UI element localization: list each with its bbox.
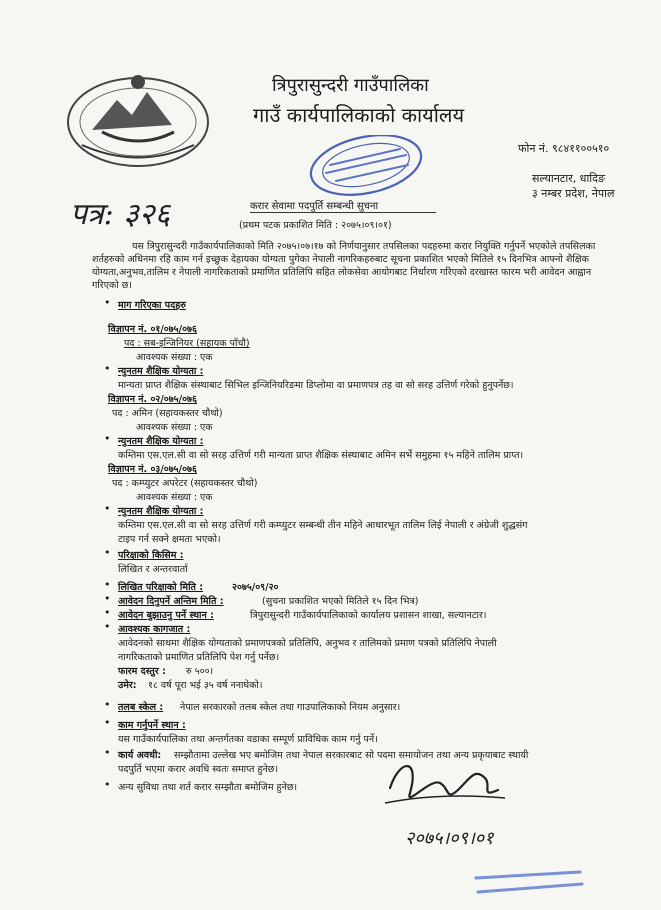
bullet-icon: • [104, 778, 111, 791]
form-fee-label: फारम दस्तुर : [118, 666, 166, 677]
bullet-icon: • [104, 432, 111, 445]
documents-label: आवश्यक कागजात : [118, 624, 191, 635]
submission-place: त्रिपुरासुन्दरी गाउँकार्यपालिकाको कार्यालय प्रशासन शाखा, सल्यानटार। [250, 610, 487, 621]
phone-number: फोन नं. ९८४११००५१० [518, 142, 610, 155]
required-count: आवश्यक संख्या : एक [136, 492, 213, 503]
advert-number: विज्ञापन नं. ०३/०७५/०७६ [108, 464, 197, 475]
other-conditions: अन्य सुविधा तथा शर्त करार सम्झौता बमोजिम हुनेछ। [118, 782, 298, 793]
qualification-text: कम्तिमा एस.एल.सी वा सो सरह उत्तिर्ण गरी कम्प्युटर सम्बन्धी तीन महिने आधारभूत तालिम लिई नेपाली र अंग्रेजी शुद्धसंग [118, 520, 528, 531]
qualification-text: मान्यता प्राप्त शैक्षिक संस्थाबाट सिभिल इन्जिनियरिङमा डिप्लोमा वा प्रमाणपत्र तह वा सो सरह उत्तिर्ण गरेको हुनुपर्नेछ। [118, 380, 514, 391]
term-text: सम्झौतामा उल्लेख भए बमोजिम तथा नेपाल सरकारबाट सो पदमा समायोजन तथा अन्य प्रकृयाबाट स्थायी [174, 750, 529, 761]
office-name: त्रिपुरासुन्दरी गाउँपालिका [272, 75, 429, 96]
notice-intro: यस त्रिपुरासुन्दरी गाउँकार्यपालिकाको मिति २०७५।०७।१७ को निर्णयानुसार तपसिलका पदहरुमा करार नियुक्ति गर्नुपर्ने भएकोले तपसिलका शर्तहरुको अधिनमा रहि काम गर्न इच्छुक देहायका योग्यता पुगेका नेपाली नागरिकहरुबाट सूचना प्रकाशित भएको मितिले १५ दिनभित्र आफ्नो शैक्षिक योग्यता,अनुभव,तालिम र नेपाली नागरिकताको प्रमाणित प्रतिलिपि सहित लोकसेवा आयोगबाट निर्धारण गरिएको दरखास्त फारम भरी आवेदन आह्वान गरिएको छ। [92, 241, 596, 291]
deadline: (सुचना प्रकाशित भएको मितिले १५ दिन भित्र) [262, 596, 419, 607]
office-title: गाउँ कार्यपालिकाको कार्यालय [253, 103, 465, 127]
address-line-1: सल्यानटार, धादिङ [532, 172, 605, 185]
office-seal-icon [296, 135, 426, 199]
signature-icon [380, 748, 510, 818]
bullet-icon: • [104, 716, 111, 729]
qualification-label: न्युनतम शैक्षिक योग्यता : [118, 436, 204, 447]
salary-label: तलब स्केल : [118, 702, 164, 713]
salary-scale: नेपाल सरकारको तलब स्केल तथा गाउपालिकाको नियम अनुसार। [180, 702, 401, 713]
form-fee: रु ५००। [186, 666, 214, 677]
term-text: पदपुर्ति भएमा करार अवधि स्वतः समाप्त हुनेछ। [118, 764, 279, 775]
bullet-icon: • [104, 362, 111, 375]
term-label: कार्य अवधी: [118, 750, 162, 761]
workplace-label: काम गर्नुपर्ने स्थान : [118, 720, 186, 731]
bullet-icon: • [104, 578, 111, 591]
signature-date: २०७५।०९।०१ [405, 828, 494, 849]
nepal-emblem-icon [62, 70, 214, 170]
positions-heading: माग गरिएका पदहरु [118, 300, 186, 311]
age-label: उमेर: [118, 680, 137, 691]
bullet-icon: • [104, 296, 111, 309]
exam-type: लिखित र अन्तरवार्ता [118, 564, 188, 575]
publication-date: (प्रथम पटक प्रकाशित मिति : २०७५।०९।०१) [239, 220, 392, 231]
exam-type-label: परिक्षाको किसिम : [118, 550, 184, 561]
advert-number: विज्ञापन नं. ०१/०७५/०७६ [108, 324, 197, 335]
post-name: पद : कम्प्युटर अपरेटर (सहायकस्तर चौथो) [112, 478, 258, 489]
post-name: पद : सब-इन्जिनियर (सहायक पाँचौ) [124, 338, 250, 349]
bullet-icon: • [104, 546, 111, 559]
notice-subject: करार सेवामा पदपुर्ति सम्बन्धी सुचना [250, 201, 379, 212]
age-limit: १८ वर्ष पूरा भई ३५ वर्ष ननाघेको। [148, 680, 263, 691]
exam-date-label: लिखित परिक्षाको मिति : [118, 582, 204, 593]
qualification-text: कम्तिमा एस.एल.सी वा सो सरह उत्तिर्ण गरी मान्यता प्राप्त शैक्षिक संस्थाबाट अमिन सर्भे समुहमा १५ महिने तालिम प्राप्त। [118, 450, 524, 461]
bullet-icon: • [104, 606, 111, 619]
required-count: आवश्यक संख्या : एक [136, 422, 213, 433]
address-line-2: ३ नम्बर प्रदेश, नेपाल [532, 187, 615, 200]
bullet-icon: • [104, 502, 111, 515]
documents-text: नागरिकताको प्रमाणित प्रतिलिपि पेश गर्नु पर्नेछ। [118, 652, 280, 663]
qualification-text: टाइप गर्न सक्ने क्षमता भएको। [118, 534, 221, 545]
workplace: यस गाउँकार्यपालिका तथा अन्तर्गतका वडाका सम्पूर्ण प्राविधिक काम गर्नु पर्ने। [118, 734, 378, 745]
documents-text: आवेदनको साथमा शैक्षिक योग्यताको प्रमाणपत्रको प्रतिलिपि, अनुभव र तालिमको प्रमाण पत्रको प्रतिलिपि नेपाली [118, 638, 497, 649]
bullet-icon: • [104, 698, 111, 711]
bullet-icon: • [104, 620, 111, 633]
qualification-label: न्युनतम शैक्षिक योग्यता : [118, 366, 204, 377]
post-name: पद : अमिन (सहायकस्तर चौथो) [112, 408, 223, 419]
reference-number: पत्र: ३२६ [70, 197, 171, 232]
officer-stamp-icon [468, 864, 588, 900]
deadline-label: आवेदन दिनुपर्ने अन्तिम मिति : [118, 596, 224, 607]
advert-number: विज्ञापन नं. ०२/०७५/०७६ [108, 394, 197, 405]
exam-date: २०७५/०९/२० [232, 582, 279, 593]
submission-place-label: आवेदन बुझाउनु पर्ने स्थान : [118, 610, 214, 621]
subject-underline [250, 212, 436, 213]
bullet-icon: • [104, 592, 111, 605]
required-count: आवश्यक संख्या : एक [136, 352, 213, 363]
bullet-icon: • [104, 746, 111, 759]
qualification-label: न्युनतम शैक्षिक योग्यता : [118, 506, 204, 517]
